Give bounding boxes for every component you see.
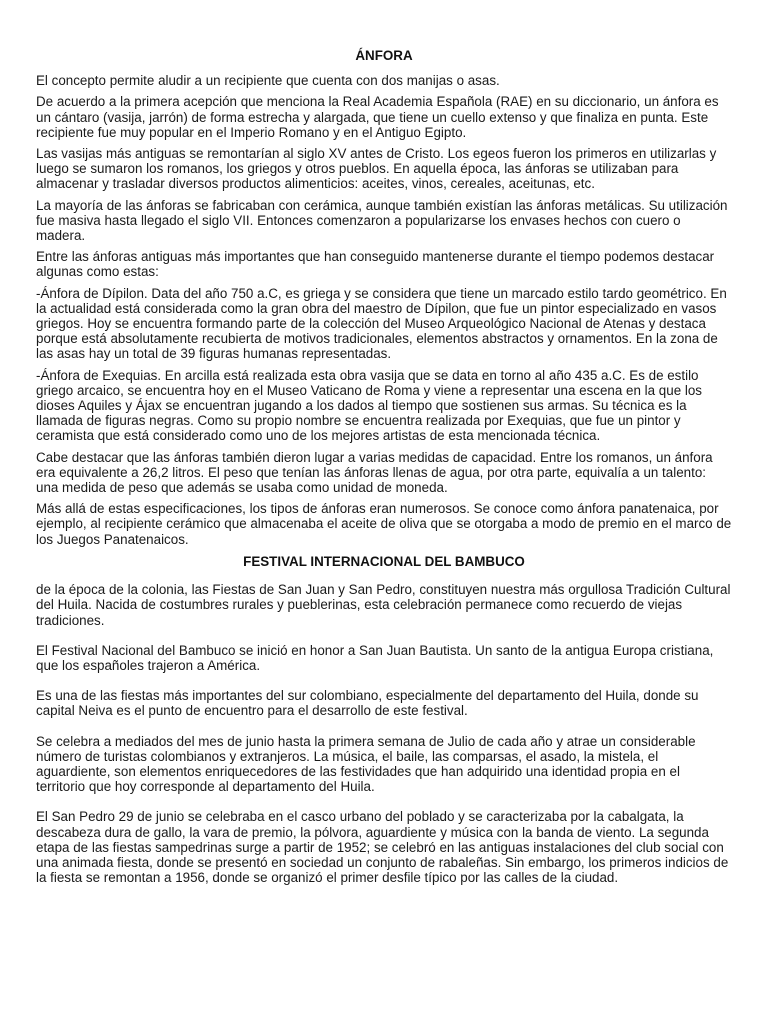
paragraph: La mayoría de las ánforas se fabricaban con cerámica, aunque también existían las ánforas metálicas. Su utilización fue masiva hasta llegado el siglo VII. Entonces comenzaron a popularizarse los envases hechos con cuero o madera.	[36, 197, 728, 244]
paragraph: Más allá de estas especificaciones, los tipos de ánforas eran numerosos. Se conoce como ánfora panatenaica, por ejemplo, al recipiente cerámico que almacenaba el aceite de oliva que se otorgaba a modo de premio en el marco de los Juegos Panatenaicos.	[36, 501, 732, 547]
paragraph: El Festival Nacional del Bambuco se inició en honor a San Juan Bautista. Un santo de la antigua Europa cristiana, que los españoles trajeron a América.	[36, 642, 714, 673]
document-page	[36, 48, 732, 885]
paragraph: -Ánfora de Exequias. En arcilla está realizada esta obra vasija que se data en torno al año 435 a.C. Es de estilo griego arcaico, se encuentra hoy en el Museo Vaticano de Roma y viene a representar una escena en la que los dioses Aquiles y Ájax se encuentran jugando a los dados al tiempo que sostienen sus armas. Su técnica es la llamada de figuras negras. Como su propio nombre se encuentra realizada por Exequias, que fue un pintor y ceramista que está considerado como uno de los mejores artistas de esta mencionada técnica.	[36, 367, 702, 444]
paragraph: El San Pedro 29 de junio se celebraba en el casco urbano del poblado y se caracterizaba por la cabalgata, la descabeza dura de gallo, la vara de premio, la pólvora, aguardiente y música con la banda de viento. La segunda etapa de las fiestas sampedrinas surge a partir de 1952; se celebró en las antiguas instalaciones del club social con una animada fiesta, donde se presentó en sociedad un conjunto de rabaleñas. Sin embargo, los primeros indicios de la fiesta se remontan a 1956, donde se organizó el primer desfile típico por las calles de la ciudad.	[36, 809, 729, 886]
paragraph: El concepto permite aludir a un recipiente que cuenta con dos manijas o asas.	[36, 73, 500, 89]
paragraph: -Ánfora de Dípilon. Data del año 750 a.C, es griega y se considera que tiene un marcado estilo tardo geométrico. En la actualidad está considerada como la gran obra del maestro de Dípilon, que fue un pintor especializado en vasos griegos. Hoy se encuentra formando parte de la colección del Museo Arqueológico Nacional de Atenas y destaca porque está absolutamente recubierta de motivos tradicionales, elementos abstractos y ornamentos. En la zona de las asas hay un total de 39 figuras humanas representadas.	[36, 285, 727, 362]
paragraph: Las vasijas más antiguas se remontarían al siglo XV antes de Cristo. Los egeos fueron los primeros en utilizarlas y luego se sumaron los romanos, los griegos y otros pueblos. En aquella época, las ánforas se utilizaban para almacenar y trasladar diversos productos alimenticios: aceites, vinos, cereales, aceitunas, etc.	[36, 146, 717, 192]
paragraph: Se celebra a mediados del mes de junio hasta la primera semana de Julio de cada año y atrae un considerable número de turistas colombianos y extranjeros. La música, el baile, las comparsas, el asado, la mistela, el aguardiente, son elementos enriquecedores de las festividades que han adquirido una identidad propia en el territorio que hoy corresponde al departamento del Huila.	[36, 733, 696, 795]
paragraph: De acuerdo a la primera acepción que menciona la Real Academia Española (RAE) en su diccionario, un ánfora es un cántaro (vasija, jarrón) de forma estrecha y alargada, que tiene un cuello extenso y que finaliza en punta. Este recipiente fue muy popular en el Imperio Romano y en el Antiguo Egipto.	[36, 94, 719, 140]
paragraph: Cabe destacar que las ánforas también dieron lugar a varias medidas de capacidad. Entre los romanos, un ánfora era equivalente a 26,2 litros. El peso que tenían las ánforas llenas de agua, por otra parte, equivalía a un talento: una medida de peso que además se usaba como unidad de moneda.	[36, 449, 713, 496]
paragraph: Es una de las fiestas más importantes del sur colombiano, especialmente del departamento del Huila, donde su capital Neiva es el punto de encuentro para el desarrollo de este festival.	[36, 688, 699, 719]
section-title-festival: FESTIVAL INTERNACIONAL DEL BAMBUCO	[243, 553, 525, 569]
paragraph: Entre las ánforas antiguas más importantes que han conseguido mantenerse durante el tiempo podemos destacar algunas como estas:	[36, 249, 715, 280]
paragraph: de la época de la colonia, las Fiestas de San Juan y San Pedro, constituyen nuestra más orgullosa Tradición Cultural del Huila. Nacida de costumbres rurales y pueblerinas, esta celebración permanece como recuerdo de viejas tradiciones.	[36, 582, 731, 628]
section-title-anfora: ÁNFORA	[355, 48, 413, 63]
